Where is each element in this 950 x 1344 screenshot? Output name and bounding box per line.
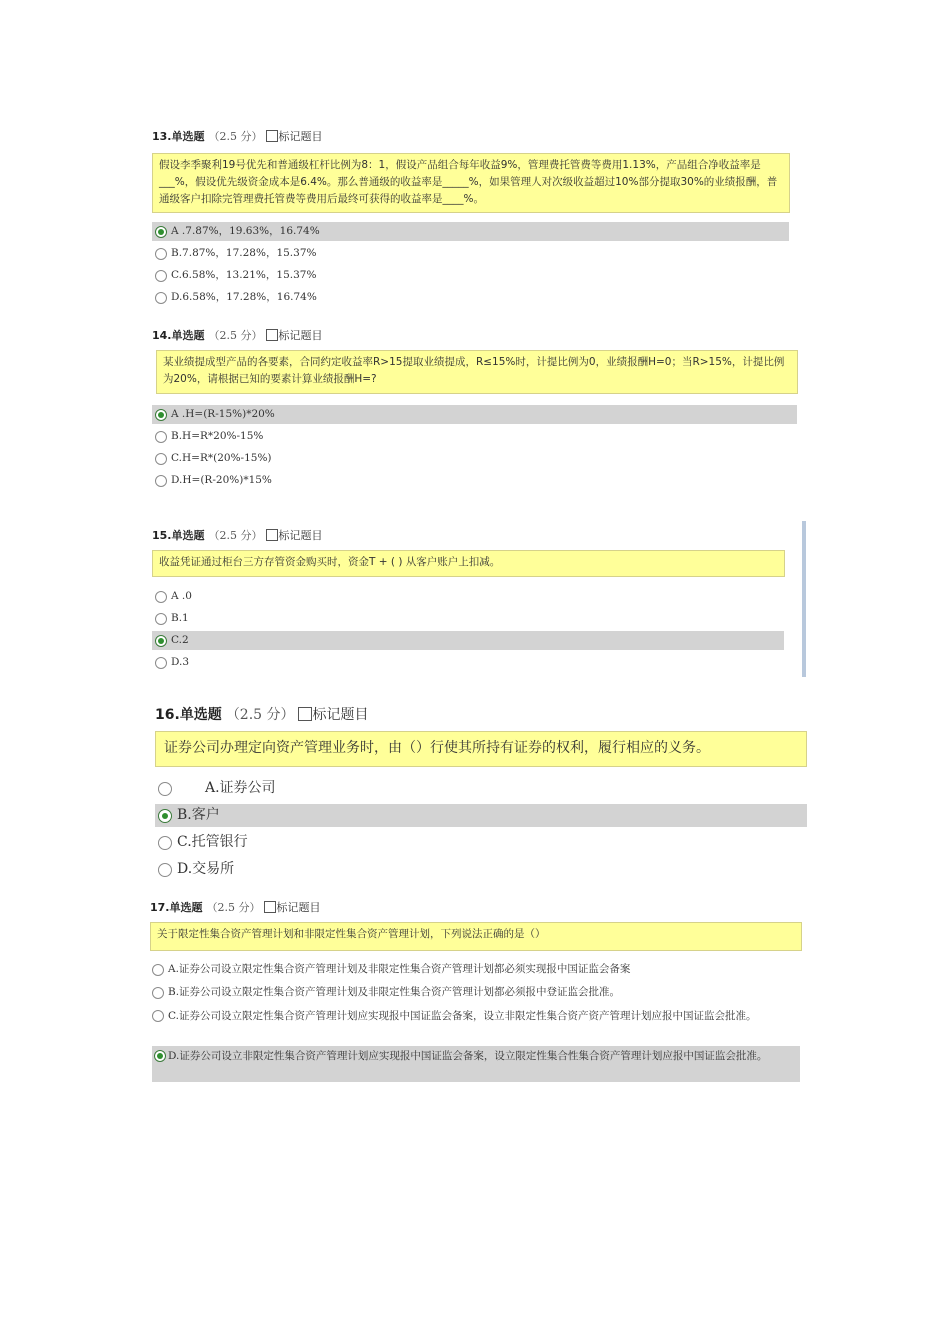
option-label: B.客户	[177, 807, 220, 823]
option-b[interactable]	[152, 244, 789, 263]
radio-icon[interactable]	[155, 248, 167, 260]
question-header	[152, 527, 323, 543]
question-score: （2.5 分）	[206, 901, 261, 914]
option-d[interactable]	[155, 858, 807, 881]
question-type: 单选题	[171, 130, 205, 143]
option-c[interactable]	[155, 831, 807, 854]
radio-icon[interactable]	[155, 591, 167, 603]
radio-selected-icon[interactable]	[155, 226, 167, 238]
flag-checkbox[interactable]	[266, 529, 278, 541]
option-label: B.1	[171, 612, 189, 624]
option-label: D.证券公司设立非限定性集合资产管理计划应实现报中国证监会备案，设立限定性集合性集合资产管理计划应报中国证监会批准。	[168, 1050, 768, 1062]
option-d[interactable]	[152, 471, 797, 490]
question-score: （2.5 分）	[208, 329, 263, 342]
option-b[interactable]	[155, 804, 807, 827]
option-a[interactable]	[152, 222, 789, 241]
option-label: D.6.58%，17.28%，16.74%	[171, 291, 317, 303]
radio-selected-icon[interactable]	[155, 409, 167, 421]
flag-label: 标记题目	[278, 130, 323, 143]
radio-icon[interactable]	[155, 657, 167, 669]
question-header	[152, 327, 323, 343]
flag-checkbox[interactable]	[264, 901, 276, 913]
radio-icon[interactable]	[155, 453, 167, 465]
option-c[interactable]	[152, 449, 797, 468]
question-stem: 假设李季聚利19号优先和普通级杠杆比例为8：1，假设产品组合每年收益9%，管理费托管费等费用1.13%，产品组合净收益率是___%，假设优先级资金成本是6.4%。那么普通级的收益率是_____%，如果管理人对次级收益超过10%部分提取30%的业绩报酬，普通级客户扣除完管理费托管费等费用后最终可获得的收益率是____%。	[152, 153, 790, 213]
option-label: D.交易所	[177, 861, 235, 877]
question-type: 单选题	[171, 529, 205, 542]
option-label: B.证券公司设立限定性集合资产管理计划及非限定性集合资产管理计划都必须报中登证监会批准。	[168, 986, 621, 998]
flag-label: 标记题目	[278, 329, 323, 342]
option-c[interactable]	[152, 631, 784, 650]
radio-icon[interactable]	[155, 613, 167, 625]
radio-icon[interactable]	[152, 987, 164, 999]
radio-icon[interactable]	[155, 431, 167, 443]
question-number: 17.	[150, 901, 170, 914]
question-type: 单选题	[169, 901, 203, 914]
flag-checkbox[interactable]	[266, 130, 278, 142]
option-label: C.6.58%，13.21%，15.37%	[171, 269, 317, 281]
option-label: A .7.87%，19.63%，16.74%	[171, 225, 320, 237]
option-label: D.H=(R-20%)*15%	[171, 474, 272, 486]
option-d[interactable]	[152, 1046, 800, 1082]
option-label: C.2	[171, 634, 189, 646]
scrollbar[interactable]	[802, 521, 806, 677]
radio-selected-icon[interactable]	[155, 635, 167, 647]
radio-icon[interactable]	[152, 964, 164, 976]
option-label: C.托管银行	[177, 834, 248, 850]
question-score: （2.5 分）	[208, 529, 263, 542]
option-label: C.证券公司设立限定性集合资产管理计划应实现报中国证监会备案，设立非限定性集合资产资产管理计划应报中国证监会批准。	[168, 1010, 757, 1022]
question-header	[150, 899, 321, 915]
radio-icon[interactable]	[158, 836, 172, 850]
option-a[interactable]	[155, 777, 807, 800]
option-d[interactable]	[152, 288, 789, 307]
radio-icon[interactable]	[158, 863, 172, 877]
question-number: 15.	[152, 529, 172, 542]
question-stem: 证券公司办理定向资产管理业务时，由（）行使其所持有证券的权利，履行相应的义务。	[155, 731, 807, 767]
radio-icon[interactable]	[155, 292, 167, 304]
radio-icon[interactable]	[152, 1010, 164, 1022]
question-type: 单选题	[171, 329, 205, 342]
question-number: 16.	[155, 707, 180, 723]
radio-icon[interactable]	[155, 475, 167, 487]
flag-checkbox[interactable]	[266, 329, 278, 341]
option-label: A .H=(R-15%)*20%	[171, 408, 275, 420]
option-a[interactable]	[152, 587, 784, 606]
option-label: D.3	[171, 656, 190, 668]
question-stem: 某业绩提成型产品的各要素，合同约定收益率R>15提取业绩提成，R≤15%时，计提比例为0，业绩报酬H=0；当R>15%，计提比例为20%，请根据已知的要素计算业绩报酬H=?	[156, 350, 798, 394]
option-label: C.H=R*(20%-15%)	[171, 452, 272, 464]
option-d[interactable]	[152, 653, 784, 672]
option-a[interactable]	[152, 405, 797, 424]
question-stem: 关于限定性集合资产管理计划和非限定性集合资产管理计划，下列说法正确的是（）	[150, 922, 802, 951]
question-header	[152, 128, 323, 144]
question-number: 14.	[152, 329, 172, 342]
question-stem: 收益凭证通过柜台三方存管资金购买时，资金T + ( ) 从客户账户上扣减。	[152, 550, 785, 577]
question-type: 单选题	[179, 707, 222, 723]
option-b[interactable]	[150, 983, 800, 1002]
radio-icon[interactable]	[158, 782, 172, 796]
option-c[interactable]	[152, 266, 789, 285]
flag-label: 标记题目	[312, 707, 369, 723]
option-b[interactable]	[152, 609, 784, 628]
option-b[interactable]	[152, 427, 797, 446]
option-label: A.证券公司设立限定性集合资产管理计划及非限定性集合资产管理计划都必须实现报中国证监会备案	[168, 963, 631, 975]
question-score: （2.5 分）	[225, 707, 295, 723]
question-score: （2.5 分）	[208, 130, 263, 143]
question-number: 13.	[152, 130, 172, 143]
option-label: A .0	[171, 590, 192, 602]
radio-selected-icon[interactable]	[158, 809, 172, 823]
option-label: B.7.87%，17.28%，15.37%	[171, 247, 317, 259]
option-a[interactable]	[150, 960, 800, 979]
option-c[interactable]	[150, 1006, 800, 1042]
option-label: B.H=R*20%-15%	[171, 430, 264, 442]
flag-label: 标记题目	[276, 901, 321, 914]
radio-icon[interactable]	[155, 270, 167, 282]
question-header	[155, 704, 369, 724]
radio-selected-icon[interactable]	[154, 1050, 166, 1062]
option-label: A.证券公司	[205, 780, 276, 796]
flag-checkbox[interactable]	[298, 707, 312, 721]
flag-label: 标记题目	[278, 529, 323, 542]
